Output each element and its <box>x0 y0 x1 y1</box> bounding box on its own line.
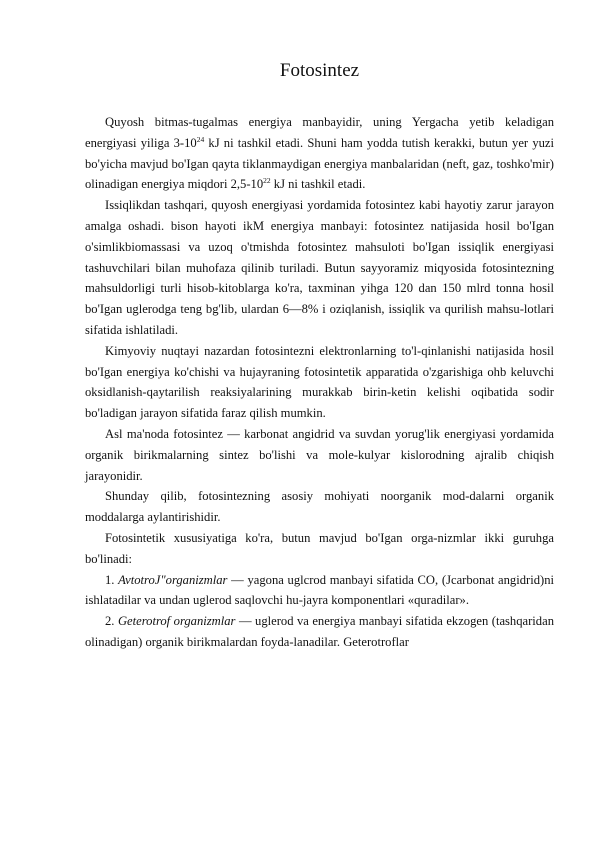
paragraph-essence: Shunday qilib, fotosintezning asosiy mohiyati noorganik mod-dalarni organik moddalarga aylantirishidir. <box>85 489 554 525</box>
paragraph-definition: Asl ma'noda fotosintez — karbonat angidrid va suvdan yorug'lik energiyasi yordamida organik birikmalarning sintez bo'lishi va mole-kulyar kislorodning ajralib chiqish jarayonidir. <box>85 426 554 483</box>
paragraph-energy <box>85 112 554 195</box>
paragraph-chemical-view: Kimyoviy nuqtayi nazardan fotosintezni elektronlarning to'l-qinlanishi natijasida hosil bo'Igan energiya ko'chishi va hujayraning fotosintetik apparatida o'zgarishiga ohb keluvchi oksidlanish-qaytarilish reaksiyalarining murakkab birin-ketin kelishi oqibatida sodir bo'ladigan jarayon sifatida faraz qilish mumkin. <box>85 343 554 421</box>
page-title: Fotosintez <box>279 60 360 81</box>
list-item-text: — uglerod va energiya manbayi sifatida ekzogen (tashqaridan olinadigan) organik birikmalardan foyda-lanadilar. Geterotroflar <box>85 614 554 649</box>
paragraph-groups-intro: Fotosintetik xususiyatiga ko'ra, butun mavjud bo'Igan orga-nizmlar ikki guruhga bo'linadi: <box>85 530 554 566</box>
term-heterotrophs: Geterotrof organizmlar <box>117 614 236 629</box>
list-item-number: 1. <box>105 572 115 587</box>
list-item-autotrophs <box>85 570 554 612</box>
exponent-22: 22 <box>263 176 271 186</box>
term-autotrophs: AvtotroJ"organizmlar <box>118 572 228 587</box>
list-item-text: — yagona uglcrod manbayi sifatida CO, (Jcarbonat angidrid)ni ishlatadilar va undan uglerod saqlovchi hu-jayra komponentlari «quradilar». <box>85 572 554 608</box>
list-item-heterotrophs <box>85 611 554 653</box>
paragraph-energy-part-c: kJ ni tashkil etadi. <box>270 177 366 192</box>
list-item-number: 2. <box>105 614 115 629</box>
exponent-24: 24 <box>196 134 205 144</box>
paragraph-life-process: Issiqlikdan tashqari, quyosh energiyasi yordamida fotosintez kabi hayotiy zarur jarayon amalga oshadi. bison hayoti ikM energiya manbayi: fotosintez natijasida hosil bo'Igan o'simlikbiomassasi va uzoq o'tmishda fotosintez mahsuloti bo'Igan issiqlik energiyasi tashuvchilari bilan muhofaza qilinib turiladi. Butun sayyoramiz miqyosida fotosintezning mahsuldorligi turli hisob-kitoblarga ko'ra, taxminan yihga 120 dan 150 mlrd tonna hosil bo'Igan uglerodga teng bg'lib, ulardan 6—8% i oziqlanish, issiqlik va qurilish mahsu-lotlari sifatida ishlatiladi. <box>85 198 554 337</box>
paragraph-energy-part-a: Quyosh bitmas-tugalmas energiya manbayidir, uning Yergacha yetib keladigan energiyasi yiliga 3-10 <box>85 115 554 150</box>
paragraph-energy-part-b: kJ ni tashkil etadi. Shuni ham yodda tutish kerakki, butun yer yuzi bo'yicha mavjud bo'Igan qayta tiklanmaydigan energiya manbalaridan (neft, gaz, toshko'mir) olinadigan energiya miqdori 2,5-10 <box>85 135 555 192</box>
document-body <box>85 112 554 653</box>
